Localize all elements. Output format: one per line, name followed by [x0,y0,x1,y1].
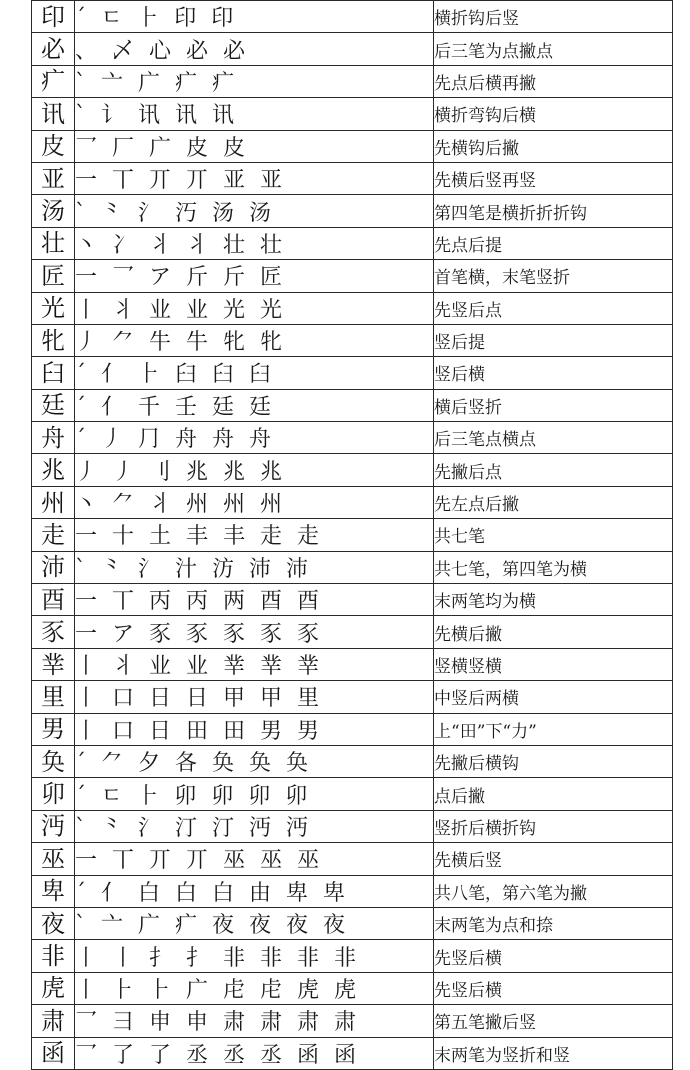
table-row [32,1005,673,1037]
stroke-sequence-cell: 、 乄 心 必 必 [75,33,434,65]
character-cell: 走 [32,519,75,551]
table-row [32,1037,673,1069]
stroke-sequence-cell: 一 十 土 丰 丰 走 走 [75,519,434,551]
character-cell: 牝 [32,324,75,356]
table-row [32,745,673,777]
stroke-note-cell: 先横钩后撇 [434,130,673,162]
stroke-note-cell: 先竖后横 [434,940,673,972]
stroke-note-cell: 第四笔是横折折折钩 [434,195,673,227]
stroke-sequence-cell: 丶 冫 丬 丬 壮 壮 [75,227,434,259]
stroke-sequence-cell: 一 丅 丙 丙 两 酉 酉 [75,584,434,616]
character-cell: 男 [32,713,75,745]
table-row [32,130,673,162]
character-cell: 兆 [32,454,75,486]
stroke-sequence-cell: 乛 ⺕ 申 申 肃 肃 肃 肃 [75,1005,434,1037]
stroke-sequence-cell: ˋ 讠 讯 讯 讯 [75,98,434,130]
table-row [32,422,673,454]
stroke-note-cell: 点后撇 [434,778,673,810]
character-cell: 酉 [32,584,75,616]
character-cell: 必 [32,33,75,65]
character-cell: 疒 [32,65,75,97]
character-cell: 豕 [32,616,75,648]
character-cell: 臼 [32,357,75,389]
table-row [32,551,673,583]
table-row [32,98,673,130]
stroke-note-cell: 共七笔 [434,519,673,551]
stroke-note-cell: 先竖后点 [434,292,673,324]
table-row [32,357,673,389]
stroke-note-cell: 末两笔为竖折和竖 [434,1037,673,1069]
stroke-note-cell: 末两笔为点和捺 [434,907,673,939]
character-cell: 印 [32,1,75,33]
table-row [32,227,673,259]
table-row [32,519,673,551]
stroke-note-cell: 共七笔，第四笔为横 [434,551,673,583]
character-cell: 非 [32,940,75,972]
table-row [32,65,673,97]
stroke-sequence-cell: ˊ 亻 千 壬 廷 廷 [75,389,434,421]
character-cell: 函 [32,1037,75,1069]
stroke-note-cell: 先撇后横钩 [434,745,673,777]
stroke-sequence-cell: ˊ ⺈ 夕 各 奂 奂 奂 [75,745,434,777]
table-body [32,1,673,1070]
stroke-sequence-cell: 丨 丬 业 业 光 光 [75,292,434,324]
stroke-sequence-cell: 乛 了 了 丞 丞 丞 函 函 [75,1037,434,1069]
stroke-sequence-cell: ˊ 亻 ⺊ 臼 臼 臼 [75,357,434,389]
stroke-sequence-cell: 乛 厂 广 皮 皮 [75,130,434,162]
stroke-note-cell: 竖横竖横 [434,648,673,680]
stroke-sequence-cell: ˋ ⺀ 氵 汅 汤 汤 [75,195,434,227]
table-row [32,713,673,745]
stroke-note-cell: 先竖后横 [434,972,673,1004]
stroke-sequence-cell: ˊ ㄷ ⺊ 卯 卯 卯 卯 [75,778,434,810]
table-row [32,810,673,842]
stroke-note-cell: 横折钩后竖 [434,1,673,33]
stroke-sequence-cell: 一 乛 ア 斤 斤 匠 [75,260,434,292]
table-row [32,648,673,680]
table-row [32,260,673,292]
stroke-note-cell: 先横后撇 [434,616,673,648]
stroke-note-cell: 先横后竖 [434,843,673,875]
stroke-sequence-cell: 丨 丨 扌 扌 非 非 非 非 [75,940,434,972]
table-row [32,195,673,227]
stroke-note-cell: 共八笔，第六笔为撇 [434,875,673,907]
stroke-sequence-cell: 丨 丬 业 业 丵 丵 丵 [75,648,434,680]
stroke-note-cell: 第五笔撇后竖 [434,1005,673,1037]
character-cell: 夜 [32,907,75,939]
stroke-sequence-cell: ˋ ⺀ 氵 汁 汸 沛 沛 [75,551,434,583]
character-cell: 讯 [32,98,75,130]
table-row [32,940,673,972]
table-row [32,1,673,33]
character-cell: 卑 [32,875,75,907]
stroke-note-cell: 先撇后点 [434,454,673,486]
stroke-sequence-cell: 丨 口 日 日 甲 甲 里 [75,681,434,713]
character-cell: 壮 [32,227,75,259]
stroke-note-cell: 上“田”下“力” [434,713,673,745]
character-cell: 皮 [32,130,75,162]
table-row [32,292,673,324]
stroke-note-cell: 竖折后横折钩 [434,810,673,842]
stroke-note-cell: 竖后提 [434,324,673,356]
character-cell: 虎 [32,972,75,1004]
character-cell: 州 [32,486,75,518]
stroke-sequence-cell: 一 丅 丌 丌 巫 巫 巫 [75,843,434,875]
stroke-note-cell: 横后竖折 [434,389,673,421]
stroke-note-cell: 横折弯钩后横 [434,98,673,130]
character-cell: 里 [32,681,75,713]
stroke-sequence-cell: ˊ ㄷ ⺊ 印 印 [75,1,434,33]
table-row [32,454,673,486]
stroke-note-cell: 先左点后撇 [434,486,673,518]
character-cell: 卯 [32,778,75,810]
stroke-sequence-cell: 一 ア 豕 豕 豕 豕 豕 [75,616,434,648]
stroke-sequence-cell: 一 丅 丌 丌 亚 亚 [75,162,434,194]
stroke-sequence-cell: ˊ 丿 ⺆ 舟 舟 舟 [75,422,434,454]
character-cell: 沔 [32,810,75,842]
stroke-order-table [31,0,673,1070]
stroke-sequence-cell: 丶 ⺈ 丬 州 州 州 [75,486,434,518]
table-row [32,907,673,939]
stroke-note-cell: 中竖后两横 [434,681,673,713]
stroke-sequence-cell: 丿 丿 ⺉ 兆 兆 兆 [75,454,434,486]
stroke-note-cell: 先点后横再撇 [434,65,673,97]
character-cell: 光 [32,292,75,324]
table-row [32,389,673,421]
stroke-note-cell: 末两笔均为横 [434,584,673,616]
stroke-note-cell: 首笔横，末笔竖折 [434,260,673,292]
stroke-sequence-cell: ˊ 亻 白 白 白 由 卑 卑 [75,875,434,907]
character-cell: 奂 [32,745,75,777]
table-row [32,33,673,65]
stroke-note-cell: 先点后提 [434,227,673,259]
table-row [32,616,673,648]
character-cell: 舟 [32,422,75,454]
table-row [32,843,673,875]
character-cell: 巫 [32,843,75,875]
stroke-sequence-cell: ˋ 亠 广 疒 疒 [75,65,434,97]
stroke-note-cell: 后三笔为点撇点 [434,33,673,65]
character-cell: 丵 [32,648,75,680]
table-row [32,875,673,907]
stroke-sequence-cell: 丿 ⺈ 牛 牛 牝 牝 [75,324,434,356]
stroke-sequence-cell: 丨 ⺊ ⺊ 广 虍 虍 虎 虎 [75,972,434,1004]
stroke-sequence-cell: ˋ ⺀ 氵 汀 汀 沔 沔 [75,810,434,842]
table-row [32,681,673,713]
stroke-sequence-cell: 丨 口 日 田 田 男 男 [75,713,434,745]
character-cell: 肃 [32,1005,75,1037]
stroke-note-cell: 竖后横 [434,357,673,389]
table-row [32,584,673,616]
stroke-note-cell: 后三笔点横点 [434,422,673,454]
table-row [32,486,673,518]
table-row [32,778,673,810]
character-cell: 沛 [32,551,75,583]
character-cell: 廷 [32,389,75,421]
character-cell: 亚 [32,162,75,194]
stroke-sequence-cell: ˋ 亠 广 疒 夜 夜 夜 夜 [75,907,434,939]
table-row [32,324,673,356]
character-cell: 汤 [32,195,75,227]
character-cell: 匠 [32,260,75,292]
stroke-note-cell: 先横后竖再竖 [434,162,673,194]
table-row [32,972,673,1004]
table-row [32,162,673,194]
